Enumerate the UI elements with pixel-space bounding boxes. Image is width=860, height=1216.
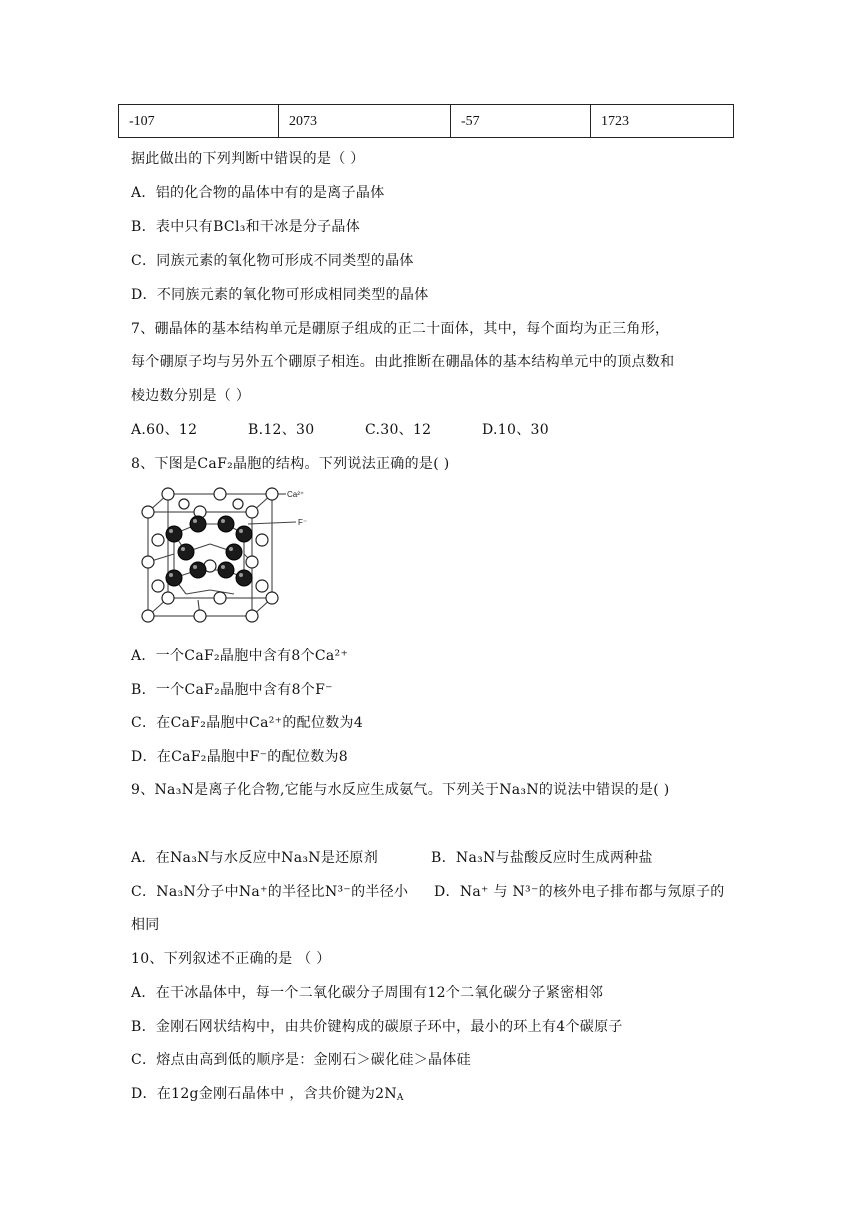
q7-option-a: A.60、12 bbox=[131, 422, 198, 438]
q10-option-d-subscript: A bbox=[396, 1093, 404, 1103]
q9-option-d-continued: 相同 bbox=[131, 917, 160, 933]
table-cell: 2073 bbox=[279, 105, 451, 137]
q6-stem: 据此做出的下列判断中错误的是（ ） bbox=[131, 151, 365, 167]
q7-stem-line1: 7、硼晶体的基本结构单元是硼原子组成的正二十面体，其中，每个面均为正三角形， bbox=[131, 321, 670, 337]
table-cell: -107 bbox=[119, 105, 279, 137]
q8-stem: 8、下图是CaF₂晶胞的结构。下列说法正确的是( ) bbox=[131, 456, 450, 472]
q8-option-d: D．在CaF₂晶胞中F⁻的配位数为8 bbox=[131, 749, 349, 765]
q10-option-c: C．熔点由高到低的顺序是：金刚石＞碳化硅＞晶体硅 bbox=[131, 1052, 471, 1068]
q9-option-d: D．Na⁺ 与 N³⁻的核外电子排布都与氖原子的 bbox=[434, 884, 725, 900]
q6-option-d: D．不同族元素的氧化物可形成相同类型的晶体 bbox=[131, 287, 429, 303]
q6-option-b: B．表中只有BCl₃和干冰是分子晶体 bbox=[131, 219, 361, 235]
q10-option-b: B．金刚石网状结构中，由共价键构成的碳原子环中，最小的环上有4个碳原子 bbox=[131, 1019, 623, 1035]
q6-option-a: A．铝的化合物的晶体中有的是离子晶体 bbox=[131, 185, 385, 201]
q8-option-b: B．一个CaF₂晶胞中含有8个F⁻ bbox=[131, 682, 333, 698]
q9-stem: 9、Na₃N是离子化合物,它能与水反应生成氨气。下列关于Na₃N的说法中错误的是( ) bbox=[131, 782, 670, 798]
q8-option-a: A．一个CaF₂晶胞中含有8个Ca²⁺ bbox=[131, 648, 349, 664]
q7-option-b: B.12、30 bbox=[248, 422, 315, 438]
q7-option-d: D.10、30 bbox=[482, 422, 549, 438]
q7-stem-line2: 每个硼原子均与另外五个硼原子相连。由此推断在硼晶体的基本结构单元中的顶点数和 bbox=[131, 354, 675, 370]
q7-stem-line3: 棱边数分别是（ ） bbox=[131, 388, 251, 404]
q9-option-b: B．Na₃N与盐酸反应时生成两种盐 bbox=[431, 850, 653, 866]
q10-option-d-text: D．在12g金刚石晶体中 ，含共价键为2N bbox=[131, 1086, 397, 1102]
melting-point-table bbox=[118, 104, 734, 138]
q10-option-d bbox=[131, 1083, 404, 1103]
f-ion-label: F⁻ bbox=[298, 518, 308, 527]
q7-option-c: C.30、12 bbox=[365, 422, 432, 438]
q9-option-c: C．Na₃N分子中Na⁺的半径比N³⁻的半径小 bbox=[131, 884, 409, 900]
ca-ion-label: Ca²⁺ bbox=[287, 490, 305, 499]
q10-option-a: A．在干冰晶体中，每一个二氧化碳分子周围有12个二氧化碳分子紧密相邻 bbox=[131, 985, 604, 1001]
q8-option-c: C．在CaF₂晶胞中Ca²⁺的配位数为4 bbox=[131, 715, 364, 731]
caf2-unit-cell-figure bbox=[128, 482, 314, 628]
q6-option-c: C．同族元素的氧化物可形成不同类型的晶体 bbox=[131, 253, 414, 269]
q9-option-a: A．在Na₃N与水反应中Na₃N是还原剂 bbox=[131, 850, 379, 866]
q10-stem: 10、下列叙述不正确的是 （ ） bbox=[131, 951, 331, 967]
table-cell: 1723 bbox=[601, 114, 629, 129]
table-cell: -57 bbox=[451, 105, 591, 137]
